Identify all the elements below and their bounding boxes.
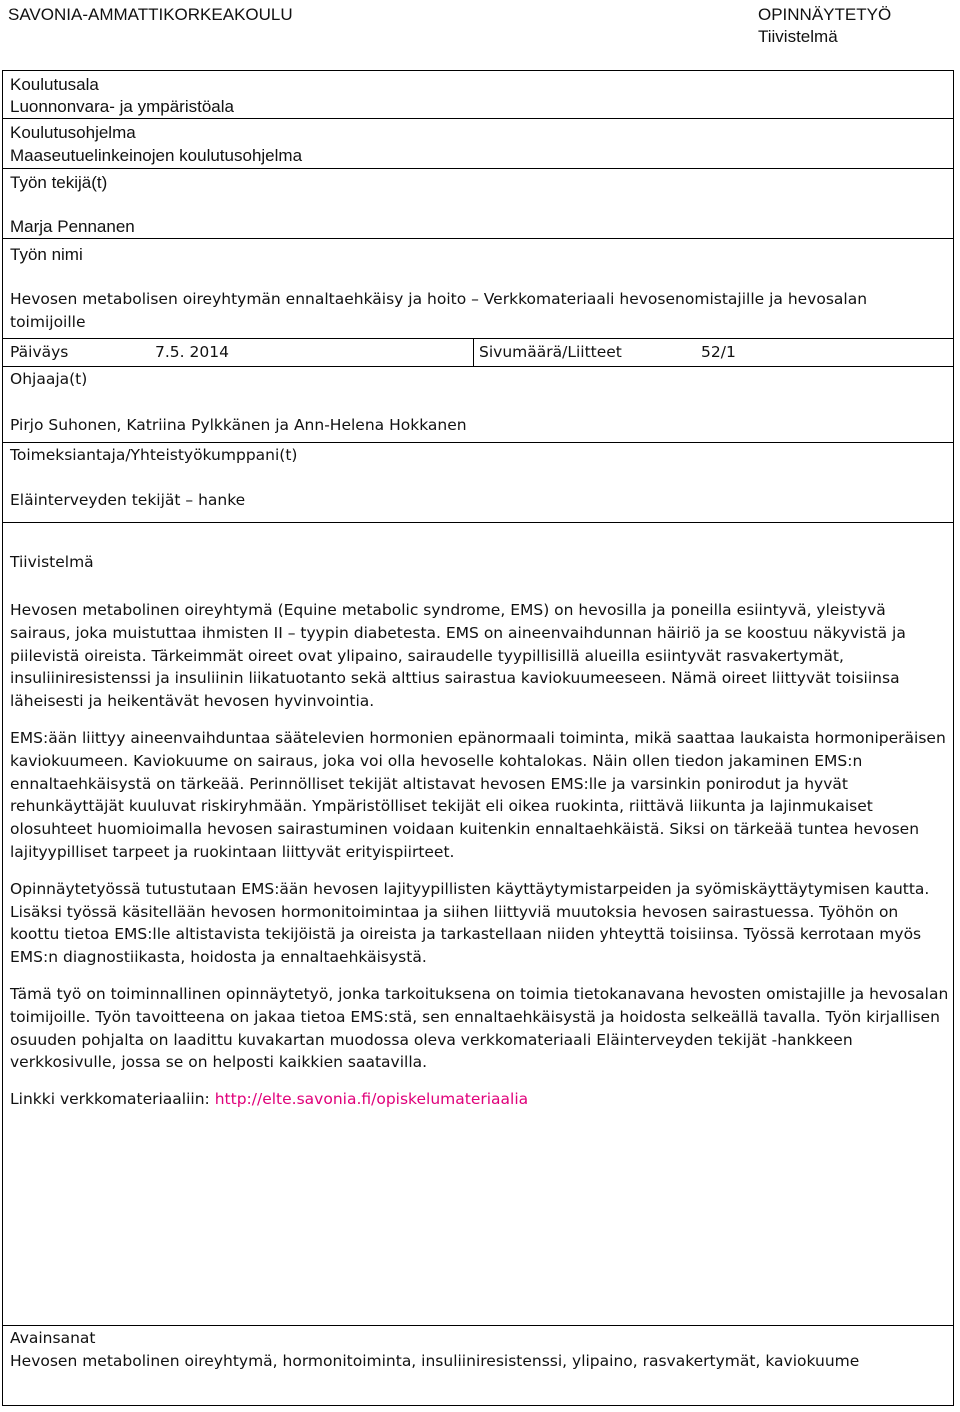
column-divider — [473, 339, 474, 366]
ohjaaja-value: Pirjo Suhonen, Katriina Pylkkänen ja Ann-Helena Hokkanen — [10, 416, 467, 434]
abstract-paragraph-1: Hevosen metabolinen oireyhtymä (Equine metabolic syndrome, EMS) on hevosilla ja poneilla esiintyvä, yleistyvä sairaus, joka muistuttaa ihmisten II – tyypin diabetesta. EMS on aineenvaihdunnan häiriö ja se koostuu näkyvistä ja piilevistä oireista. Tärkeimmät oireet ovat ylipaino, sairaudelle tyypillisillä alueilla esiintyvät rasvakertymät, insuliiniresistenssi ja insuliinin liikatuotanto sekä alttius sairastua kaviokuumeeseen. Nämä oireet liittyvät toisiinsa läheisesti ja heikentävät hevosen hyvinvointia. — [10, 601, 906, 711]
paivays-value: 7.5. 2014 — [155, 343, 229, 361]
doc-subtype: Tiivistelmä — [758, 27, 838, 46]
tekija-label: Työn tekijä(t) — [10, 173, 108, 192]
field-ohjaaja — [3, 367, 953, 443]
paivays-label: Päiväys — [10, 343, 69, 361]
toimeksiantaja-value: Eläinterveyden tekijät – hanke — [10, 491, 246, 509]
field-tyon-nimi — [3, 239, 953, 339]
ohjaaja-label: Ohjaaja(t) — [10, 370, 88, 388]
toimeksiantaja-label: Toimeksiantaja/Yhteistyökumppani(t) — [10, 446, 298, 464]
field-toimeksiantaja — [3, 443, 953, 523]
link-line — [10, 1088, 950, 1111]
tekija-value: Marja Pennanen — [10, 217, 135, 236]
form-box — [2, 70, 954, 1326]
field-tekija — [3, 169, 953, 239]
sivumaara-label: Sivumäärä/Liitteet — [479, 343, 622, 361]
koulutusohjelma-label: Koulutusohjelma — [10, 123, 136, 142]
abstract-body — [10, 599, 950, 1125]
koulutusala-label: Koulutusala — [10, 75, 99, 94]
keywords-label: Avainsanat — [10, 1329, 96, 1347]
keywords-value: Hevosen metabolinen oireyhtymä, hormonitoiminta, insuliiniresistenssi, ylipaino, rasvakertymät, kaviokuume — [10, 1352, 860, 1370]
field-koulutusohjelma — [3, 119, 953, 169]
koulutusala-value: Luonnonvara- ja ympäristöala — [10, 97, 234, 116]
field-paivays-sivumaara — [3, 339, 953, 367]
nimi-value-line2: toimijoille — [10, 313, 86, 331]
abstract-paragraph-2: EMS:ään liittyy aineenvaihduntaa säätelevien hormonien epänormaali toiminta, mikä saattaa laukaista hormoniperäisen kaviokuumeen. Kaviokuume on sairaus, joka voi olla hevoselle kohtalokas. Näin ollen tiedon jakaminen EMS:n ennaltaehkäisystä on tärkeää. Perinnölliset tekijät altistavat hevosen EMS:lle ja varsinkin ponirodut ja hyvät rehunkäyttäjät kuuluvat riskiryhmään. Ympäristölliset tekijät eli oikea ruokinta, riittävä liikunta ja lajinmukaiset olosuhteet huomioimalla hevosen sairastuminen voidaan kuitenkin ennaltaehkäistä. Siksi on tärkeää tuntea hevosen lajityypilliset tarpeet ja ruokintaan liittyvät erityispiirteet. — [10, 728, 946, 861]
nimi-value-line1: Hevosen metabolisen oireyhtymän ennaltaehkäisy ja hoito – Verkkomateriaali hevosenomistajille ja hevosalan — [10, 290, 868, 308]
field-koulutusala — [3, 71, 953, 119]
material-link[interactable]: http://elte.savonia.fi/opiskelumateriaalia — [214, 1090, 529, 1109]
sivumaara-value: 52/1 — [701, 343, 736, 361]
link-label: Linkki verkkomateriaaliin: — [10, 1090, 210, 1109]
school-name: SAVONIA-AMMATTIKORKEAKOULU — [8, 5, 293, 24]
doc-type: OPINNÄYTETYÖ — [758, 5, 892, 24]
keywords-box — [2, 1326, 954, 1406]
koulutusohjelma-value: Maaseutuelinkeinojen koulutusohjelma — [10, 146, 303, 165]
abstract-paragraph-4: Tämä työ on toiminnallinen opinnäytetyö, jonka tarkoituksena on toimia tietokanavana hevosten omistajille ja hevosalan toimijoille. Työn tavoitteena on jakaa tietoa EMS:stä, sen ennaltaehkäisystä ja hoidosta selkeällä tavalla. Työn kirjallisen osuuden pohjalta on laadittu kuvakartan muodossa oleva verkkomateriaali Eläinterveyden tekijät -hankkeen verkkosivulle, jossa se on helposti kaikkien saatavilla. — [10, 984, 949, 1072]
nimi-label: Työn nimi — [10, 245, 83, 264]
doc-type-header — [758, 4, 891, 48]
abstract-label: Tiivistelmä — [10, 553, 94, 571]
abstract-paragraph-3: Opinnäytetyössä tutustutaan EMS:ään hevosen lajityypillisten käyttäytymistarpeiden ja syömiskäyttäytymisen kautta. Lisäksi työssä käsitellään hevosen hormonitoimintaa ja siihen liittyviä muutoksia hevosen sairastuessa. Työhön on koottu tietoa EMS:lle altistavista tekijöistä ja oireista ja tarkastellaan niiden yhteyttä toisiinsa. Työssä kerrotaan myös EMS:n diagnostiikasta, hoidosta ja ennaltaehkäisystä. — [10, 879, 930, 967]
